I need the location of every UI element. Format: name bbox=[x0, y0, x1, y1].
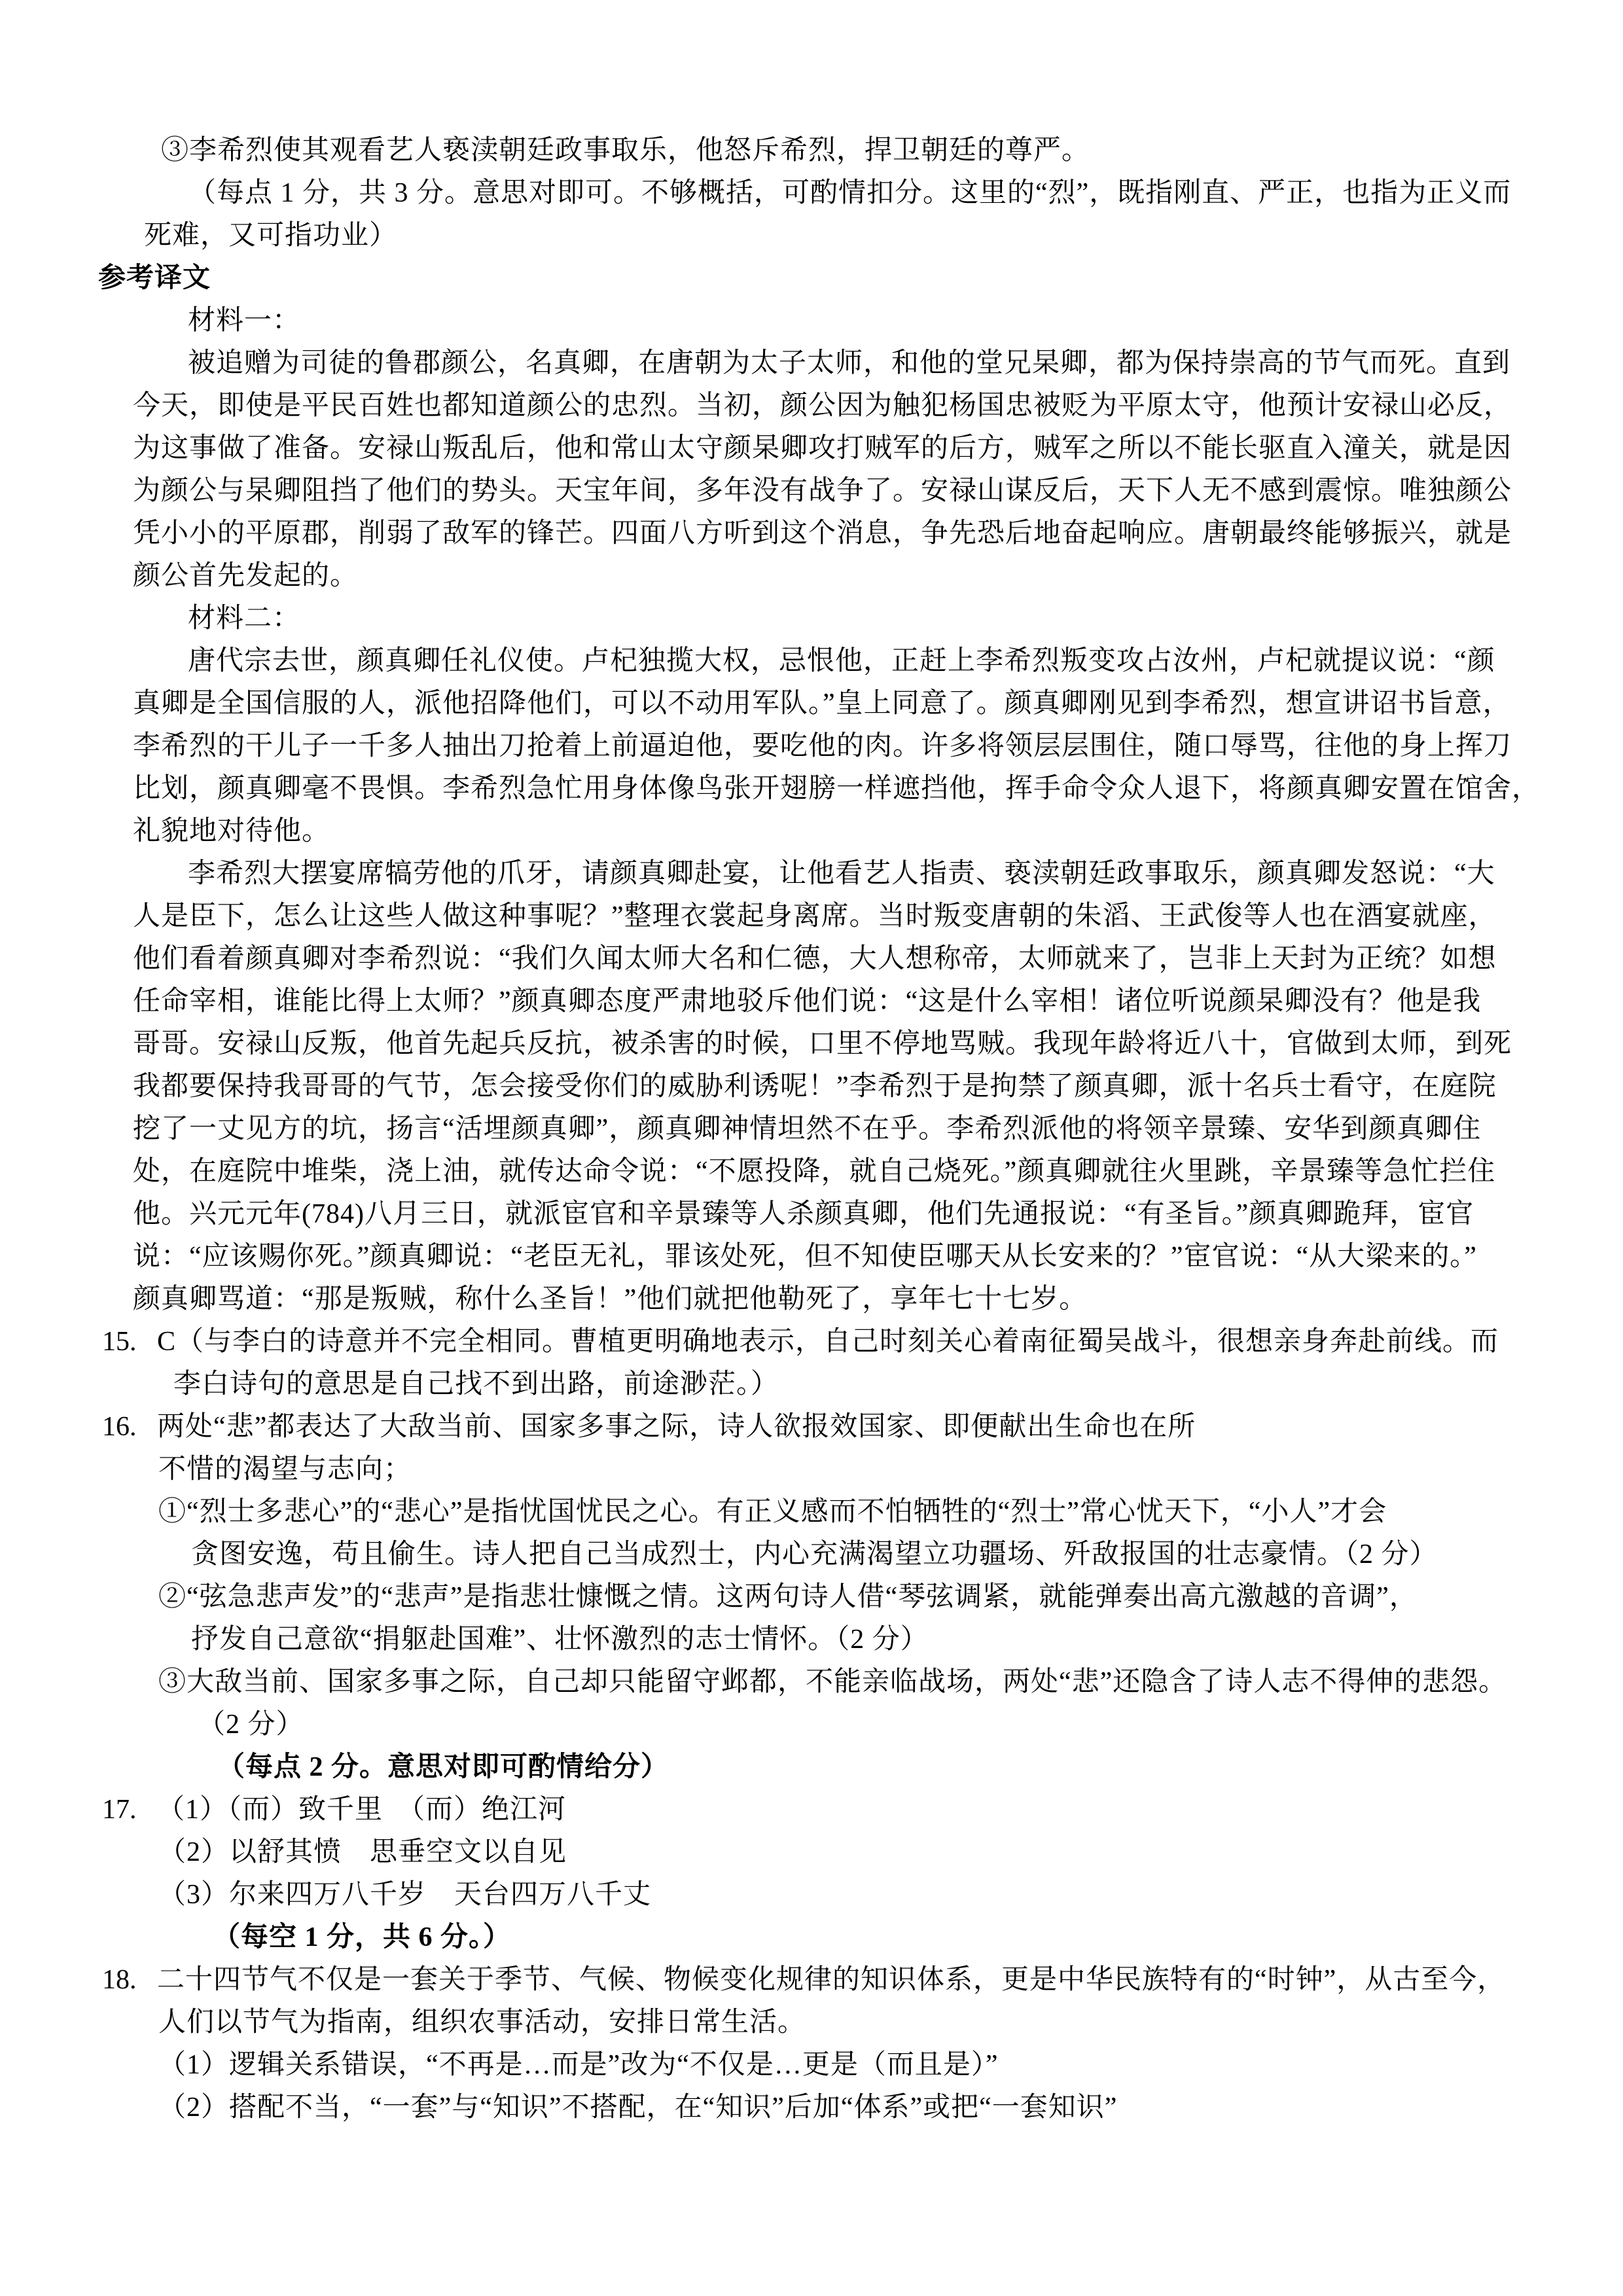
translation-line: 哥哥。安禄山反叛，他首先起兵反抗，被杀害的时候，口里不停地骂贼。我现年龄将近八十，官做到太师，到死 bbox=[133, 1029, 1512, 1059]
translation-line: 唐代宗去世，颜真卿任礼仪使。卢杞独揽大权，忌恨他，正赶上李希烈叛变攻占汝州，卢杞就提议说：“颜 bbox=[188, 646, 1495, 676]
material1-label: 材料一： bbox=[188, 306, 301, 336]
translation-line: 比划，颜真卿毫不畏惧。李希烈急忙用身体像鸟张开翅膀一样遮挡他，挥手命令众人退下，将颜真卿安置在馆舍， bbox=[133, 774, 1541, 804]
translation-line: 我都要保持我哥哥的气节，怎会接受你们的威胁利诱呢！”李希烈于是拘禁了颜真卿，派十名兵士看守，在庭院 bbox=[133, 1071, 1497, 1102]
translation-line: 说：“应该赐你死。”颜真卿说：“老臣无礼，罪该处死，但不知使臣哪天从长安来的？”宦官说：“从大梁来的。” bbox=[133, 1242, 1477, 1272]
translation-line: 今天，即使是平民百姓也都知道颜公的忠烈。当初，颜公因为触犯杨国忠被贬为平原太守，他预计安禄山必反， bbox=[133, 391, 1512, 421]
question-18-line: （1）逻辑关系错误，“不再是…而是”改为“不仅是…更是（而且是）” bbox=[158, 2050, 999, 2080]
sub-point-line: 贪图安逸，苟且偷生。诗人把自己当成烈士，内心充满渴望立功疆场、歼敌报国的壮志豪情。（2 分） bbox=[191, 1539, 1438, 1570]
translation-line: 李希烈的干儿子一千多人抽出刀抢着上前逼迫他，要吃他的肉。许多将领层层围住，随口辱骂，往他的身上挥刀 bbox=[133, 731, 1512, 761]
question-18-line: 人们以节气为指南，组织农事活动，安排日常生活。 bbox=[158, 2007, 806, 2037]
question-16-answer: 两处“悲”都表达了大敌当前、国家多事之际，诗人欲报效国家、即便献出生命也在所 bbox=[157, 1412, 1196, 1442]
translation-line: 为颜公与杲卿阻挡了他们的势头。天宝年间，多年没有战争了。安禄山谋反后，天下人无不感到震惊。唯独颜公 bbox=[133, 476, 1512, 506]
translation-line: 凭小小的平原郡，削弱了敌军的锋芒。四面八方听到这个消息，争先恐后地奋起响应。唐朝最终能够振兴，就是 bbox=[133, 518, 1512, 548]
material2-label: 材料二： bbox=[188, 603, 301, 634]
question-18-answer: 二十四节气不仅是一套关于季节、气候、物候变化规律的知识体系，更是中华民族特有的“时钟”，从古至今， bbox=[157, 1965, 1506, 1995]
scoring-rule-note: （每点 2 分。意思对即可酌情给分） bbox=[217, 1752, 669, 1782]
translation-line: 颜真卿骂道：“那是叛贼，称什么圣旨！”他们就把他勒死了，享年七十七岁。 bbox=[133, 1284, 1088, 1314]
sub-point-line: ③大敌当前、国家多事之际，自己却只能留守邺都，不能亲临战场，两处“悲”还隐含了诗人志不得伸的悲怨。 bbox=[158, 1667, 1507, 1697]
translation-line: 人是臣下，怎么让这些人做这种事呢？”整理衣裳起身离席。当时叛变唐朝的朱滔、王武俊等人也在酒宴就座， bbox=[133, 901, 1497, 931]
question-17-number: 17. bbox=[102, 1795, 137, 1825]
question-18-line: （2）搭配不当，“一套”与“知识”不搭配，在“知识”后加“体系”或把“一套知识” bbox=[158, 2092, 1118, 2123]
translation-heading: 参考译文 bbox=[98, 263, 211, 293]
translation-line: 为这事做了准备。安禄山叛乱后，他和常山太守颜杲卿攻打贼军的后方，贼军之所以不能长驱直入潼关，就是因 bbox=[133, 433, 1512, 463]
sub-point-line: 抒发自己意欲“捐躯赴国难”、壮怀激烈的志士情怀。（2 分） bbox=[191, 1624, 929, 1655]
question-18-line bbox=[102, 1959, 1584, 2001]
sub-point-line: ②“弦急悲声发”的“悲声”是指悲壮慷慨之情。这两句诗人借“琴弦调紧，就能弹奏出高亢激越的音调”， bbox=[158, 1582, 1418, 1612]
translation-line: 他。兴元元年(784)八月三日，就派宦官和辛景臻等人杀颜真卿，他们先通报说：“有圣旨。”颜真卿跪拜，宦官 bbox=[133, 1199, 1474, 1229]
question-15-line: 李白诗句的意思是自己找不到出路，前途渺茫。） bbox=[173, 1369, 779, 1399]
question-17-line: （3）尔来四万八千岁 天台四万八千丈 bbox=[158, 1880, 652, 1910]
question-17-line: （2）以舒其愤 思垂空文以自见 bbox=[158, 1837, 567, 1867]
translation-line: 颜公首先发起的。 bbox=[133, 561, 359, 591]
translation-line: 处，在庭院中堆柴，浇上油，就传达命令说：“不愿投降，就自己烧死。”颜真卿就往火里跳，辛景臻等急忙拦住 bbox=[133, 1157, 1496, 1187]
scoring-note-line-1: （每点 1 分，共 3 分。意思对即可。不够概括，可酌情扣分。这里的“烈”，既指刚直、严正，也指为正义而 bbox=[188, 178, 1512, 208]
question-17-answer: （1）（而）致千里 （而）绝江河 bbox=[157, 1795, 567, 1825]
translation-line: 他们看着颜真卿对李希烈说：“我们久闻太师大名和仁德，大人想称帝，太师就来了，岂非上天封为正统？如想 bbox=[133, 944, 1497, 974]
translation-line: 真卿是全国信服的人，派他招降他们，可以不动用军队。”皇上同意了。颜真卿刚见到李希烈，想宣讲诏书旨意， bbox=[133, 689, 1511, 719]
translation-line: 任命宰相，谁能比得上太师？”颜真卿态度严肃地驳斥他们说：“这是什么宰相！诸位听说颜杲卿没有？他是我 bbox=[133, 986, 1482, 1016]
translation-line: 礼貌地对待他。 bbox=[133, 816, 330, 846]
score-note: （2 分） bbox=[198, 1710, 304, 1740]
question-15-answer: C（与李白的诗意并不完全相同。曹植更明确地表示，自己时刻关心着南征蜀吴战斗，很想亲身奔赴前线。而 bbox=[157, 1327, 1499, 1357]
scoring-note-line-2: 死难，又可指功业） bbox=[144, 221, 398, 251]
sub-point-line: ①“烈士多悲心”的“悲心”是指忧国忧民之心。有正义感而不怕牺牲的“烈士”常心忧天下，“小人”才会 bbox=[158, 1497, 1387, 1527]
question-17-line bbox=[102, 1789, 1584, 1831]
question-18-number: 18. bbox=[102, 1965, 137, 1995]
answer-point-3: ③李希烈使其观看艺人亵渎朝廷政事取乐，他怒斥希烈，捍卫朝廷的尊严。 bbox=[161, 135, 1090, 166]
scoring-rule-note: （每空 1 分，共 6 分。） bbox=[213, 1922, 512, 1952]
question-16-line bbox=[102, 1406, 1584, 1448]
translation-line: 被追赠为司徒的鲁郡颜公，名真卿，在唐朝为太子太师，和他的堂兄杲卿，都为保持崇高的节气而死。直到 bbox=[188, 348, 1511, 378]
question-15-line bbox=[102, 1321, 1584, 1363]
question-16-number: 16. bbox=[102, 1412, 137, 1442]
translation-line: 李希烈大摆宴席犒劳他的爪牙，请颜真卿赴宴，让他看艺人指责、亵渎朝廷政事取乐，颜真卿发怒说：“大 bbox=[188, 859, 1495, 889]
translation-line: 挖了一丈见方的坑，扬言“活埋颜真卿”，颜真卿神情坦然不在乎。李希烈派他的将领辛景臻、安华到颜真卿住 bbox=[133, 1114, 1482, 1144]
question-16-line: 不惜的渴望与志向； bbox=[158, 1454, 412, 1484]
question-15-number: 15. bbox=[102, 1327, 137, 1357]
